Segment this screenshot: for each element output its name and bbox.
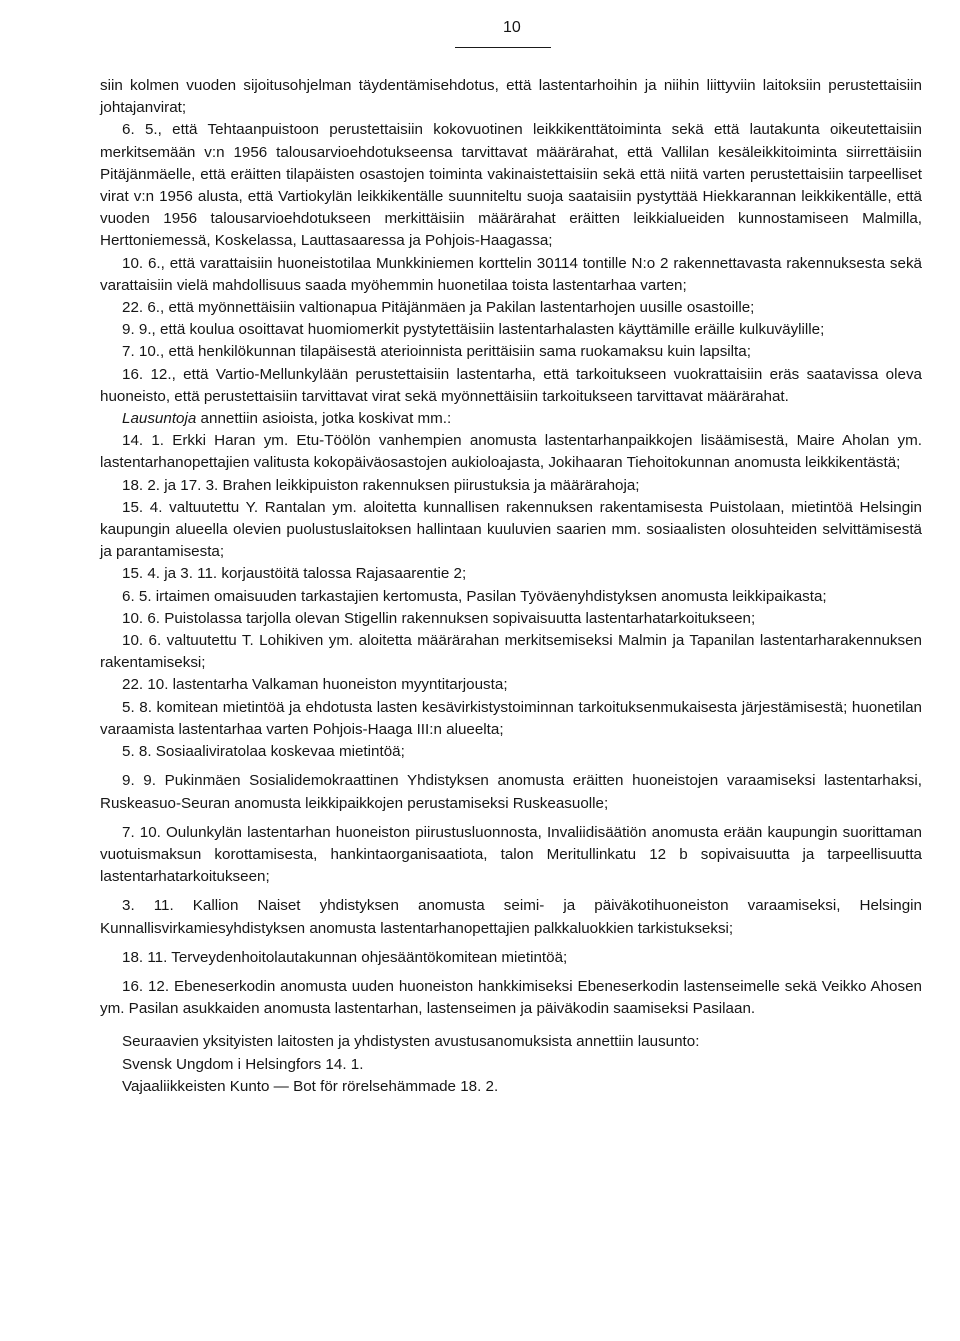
paragraph-decision: 22. 6., että myönnettäisiin valtionapua Pitäjänmäen ja Pakilan lastentarhojen uusille osastoille; [122, 299, 755, 317]
list-item: 16. 12. Ebeneserkodin anomusta uuden huoneiston hankkimiseksi Ebeneserkodin lastenseimelle sekä Veikko Ahosen ym. Pasilan asukkaiden anomusta lastentarhan, lastenseimen ja päiväkodin saamiseksi Pasilaan. [100, 977, 922, 1018]
paragraph-decision: 6. 5., että Tehtaanpuistoon perustettaisiin kokovuotinen leikkikenttätoiminta sekä että lautakunta oikeutettaisiin merkitsemään v:n 1956 talousarvioehdotukseensa tarvittavat määrärahat, että Vallilan kesäleikkitoiminta siirrettäisiin Pitäjänmäelle, että eräitten tilapäisten osastojen toiminta vakinaistettaisiin sekä että niitä varten perustettaisiin tarpeelliset virat v:n 1956 alusta, että Vartiokylän leikkikentälle suunniteltu suoja saataisiin pystyttää Hiekkarannan leikkikentälle, että vuoden 1956 talousarvioehdotukseen merkittäisiin määrärahat eräitten leikkialueiden kunnostamiseen Malmilla, Herttoniemessä, Koskelassa, Lauttasaaressa ja Pohjois-Haagassa; [100, 121, 922, 250]
list-item: 15. 4. valtuutettu Y. Rantalan ym. aloitetta kunnallisen rakennuksen rakentamisesta Puistolaan, mietintöä Helsingin kaupungin alueella olevien puolustuslaitoksen hallintaan kuuluvien saarien mm. sosiaalisten olosuhteiden selvittämisestä ja parantamisesta; [100, 498, 922, 561]
list-item: 7. 10. Oulunkylän lastentarhan huoneiston piirustusluonnosta, Invaliidisäätiön anomusta erään kaupungin suorittaman vuotuismaksun korottamisesta, hankintaorganisaatiota, talon Meritullinkatu 12 b sopivaisuutta ja tarpeellisuutta lastentarhatarkoitukseen; [100, 823, 922, 886]
paragraph-decision: 10. 6., että varattaisiin huoneistotilaa Munkkiniemen korttelin 30114 tontille N:o 2 rakennettavasta rakennuksesta sekä varattaisiin vielä mahdollisuus saada myöhemmin huonetilaa toista lastentarhaa varten; [100, 254, 922, 294]
page-number: 10 [503, 19, 521, 36]
list-item: 10. 6. Puistolassa tarjolla olevan Stigellin rakennuksen sopivaisuutta lastentarhatarkoitukseen; [122, 609, 756, 627]
body-text [100, 75, 922, 1098]
list-item: 5. 8. Sosiaaliviratolaa koskevaa mietintöä; [122, 743, 405, 761]
list-item: 10. 6. valtuutettu T. Lohikiven ym. aloitetta määrärahan merkitsemiseksi Malmin ja Tapanilan lastentarharakennuksen rakentamiseksi; [100, 632, 922, 672]
list-item: 14. 1. Erkki Haran ym. Etu-Töölön vanhempien anomusta lastentarhanpaikkojen lisäämisestä, Maire Aholan ym. lastentarhanopettajien valitusta kokopäiväosastojen aukioloajasta, Jokihaaran Tiehoitokunnan anomusta leikkikentästä; [100, 432, 922, 472]
list-item: 9. 9. Pukinmäen Sosialidemokraattinen Yhdistyksen anomusta eräitten huoneistojen varaamiseksi lastentarhaksi, Ruskeasuo-Seuran anomusta leikkipaikkojen perustamiseksi Ruskeasuolle; [100, 772, 922, 812]
paragraph-decision: 9. 9., että koulua osoittavat huomiomerkit pystytettäisiin lastentarhalasten käyttämille eräille kulkuväylille; [122, 321, 825, 339]
list-item: 3. 11. Kallion Naiset yhdistyksen anomusta seimi- ja päiväkotihuoneiston varaamiseksi, Helsingin Kunnallisvirkamiesyhdistyksen anomusta lastentarhanopettajien palkkaluokkien tarkistukseksi; [100, 897, 922, 937]
paragraph-decision: 16. 12., että Vartio-Mellunkylään perustettaisiin lastentarha, että tarkoitukseen vuokrattaisiin eräs saatavissa oleva huoneisto, että perustettaisiin tarvittavat virat sekä myönnettäisiin tarkoitukseen tarvittavat määrärahat. [100, 365, 922, 405]
paragraph-continuation: siin kolmen vuoden sijoitusohjelman täydentämisehdotus, että lastentarhoihin ja niihin liittyviin laitoksiin perustettaisiin johtajanvirat; [100, 77, 922, 117]
list-item: 15. 4. ja 3. 11. korjaustöitä talossa Rajasaarentie 2; [122, 565, 467, 583]
list-item: 5. 8. komitean mietintöä ja ehdotusta lasten kesävirkistystoiminnan tarkoituksenmukaisesta järjestämisestä; huonetilan varaamista lastentarhaa varten Pohjois-Haaga III:n alueelta; [100, 698, 922, 738]
closing-line: Vajaaliikkeisten Kunto — Bot för rörelsehämmade 18. 2. [122, 1077, 499, 1095]
closing-line: Seuraavien yksityisten laitosten ja yhdistysten avustusanomuksista annettiin lausunto: [122, 1033, 700, 1051]
list-item: 18. 11. Terveydenhoitolautakunnan ohjesääntökomitean mietintöä; [122, 948, 568, 966]
lausuntoja-heading [100, 408, 922, 430]
list-item: 6. 5. irtaimen omaisuuden tarkastajien kertomusta, Pasilan Työväenyhdistyksen anomusta leikkipaikasta; [122, 587, 827, 605]
paragraph-decision: 7. 10., että henkilökunnan tilapäisestä aterioinnista perittäisiin sama ruokamaksu kuin lapsilta; [122, 343, 751, 361]
lausuntoja-italic: Lausuntoja [122, 410, 197, 428]
closing-line: Svensk Ungdom i Helsingfors 14. 1. [122, 1055, 364, 1073]
lausuntoja-rest: annettiin asioista, jotka koskivat mm.: [196, 410, 452, 428]
list-item: 18. 2. ja 17. 3. Brahen leikkipuiston rakennuksen piirustuksia ja määrärahoja; [122, 476, 640, 494]
header-rule [455, 47, 551, 48]
list-item: 22. 10. lastentarha Valkaman huoneiston myyntitarjousta; [122, 676, 508, 694]
